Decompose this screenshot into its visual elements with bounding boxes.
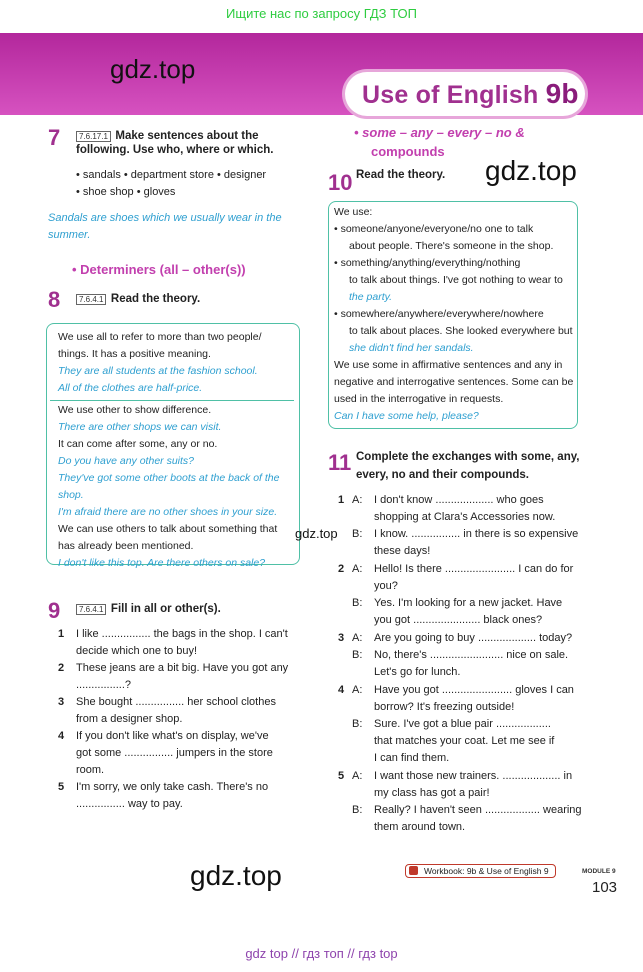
dialogue-line bbox=[352, 647, 582, 664]
speaker-label: A: bbox=[352, 684, 363, 696]
speaker-label: A: bbox=[352, 494, 363, 506]
theory-line: We can use others to talk about something that bbox=[58, 523, 278, 535]
exercise-9-instruction: Fill in all or other(s). bbox=[110, 603, 221, 615]
page-number: 103 bbox=[592, 879, 618, 896]
theory-line: negative and interrogative sentences. Some can be bbox=[334, 376, 574, 388]
item-number: 1 bbox=[338, 494, 345, 506]
workbook-reference: Workbook: 9b & Use of English 9 bbox=[405, 864, 556, 878]
theory-example: she didn't find her sandals. bbox=[349, 342, 474, 354]
curriculum-code: 7.6.4.1 bbox=[76, 604, 106, 615]
dialogue-text: you got ...................... black ones? bbox=[374, 614, 543, 626]
item-number: 2 bbox=[338, 563, 345, 575]
theory-line: We use all to refer to more than two people/ bbox=[58, 331, 262, 343]
theory-line: It can come after some, any or no. bbox=[58, 438, 218, 450]
theory-line: things. It has a positive meaning. bbox=[58, 348, 211, 360]
theory-line: We use other to show difference. bbox=[58, 404, 212, 416]
speaker-label: B: bbox=[352, 804, 363, 816]
theory-example: the party. bbox=[349, 291, 392, 303]
list-item bbox=[58, 779, 300, 813]
item-number: 5 bbox=[338, 770, 345, 782]
dialogue-line bbox=[374, 819, 582, 836]
exercise-11-number: 11 bbox=[328, 450, 352, 475]
theory-line: to talk about things. I've got nothing to wear to bbox=[349, 274, 563, 286]
dialogue-text: these days! bbox=[374, 545, 431, 557]
speaker-label: B: bbox=[352, 649, 363, 661]
watermark-right: gdz.top bbox=[485, 155, 577, 186]
section-title bbox=[362, 78, 579, 110]
theory-example: They are all students at the fashion school. bbox=[58, 365, 258, 377]
item-number: 4 bbox=[58, 730, 65, 742]
top-note: Ищите нас по запросу ГДЗ ТОП bbox=[226, 6, 417, 21]
compounds-heading-1: • some – any – every – no & bbox=[354, 125, 525, 140]
item-line: I'm sorry, we only take cash. There's no bbox=[76, 781, 269, 793]
item-line: decide which one to buy! bbox=[76, 645, 198, 657]
theory-example: There are other shops we can visit. bbox=[58, 421, 222, 433]
exchange-item bbox=[338, 682, 582, 767]
dialogue-line bbox=[374, 664, 582, 681]
exercise-10-number: 10 bbox=[328, 170, 353, 195]
theory-line: has already been mentioned. bbox=[58, 540, 194, 552]
item-line: ................ way to pay. bbox=[76, 798, 183, 810]
dialogue-text: borrow? It's freezing outside! bbox=[374, 701, 515, 713]
curriculum-code: 7.6.17.1 bbox=[76, 131, 111, 142]
exercise-7-example-2: summer. bbox=[48, 229, 91, 241]
exchange-item bbox=[338, 630, 582, 681]
theory-10-content bbox=[334, 204, 574, 425]
item-number: 5 bbox=[58, 781, 65, 793]
list-item bbox=[58, 694, 300, 728]
exercise-9-header bbox=[76, 599, 221, 617]
exercise-9-number: 9 bbox=[48, 598, 61, 623]
module-label: MODULE 9 bbox=[582, 868, 616, 875]
exercise-9-list bbox=[58, 626, 300, 813]
item-line: These jeans are a bit big. Have you got any bbox=[76, 662, 289, 674]
item-number: 2 bbox=[58, 662, 65, 674]
item-line: room. bbox=[76, 764, 105, 776]
speaker-label: A: bbox=[352, 563, 363, 575]
exercise-8-header bbox=[76, 289, 200, 307]
dialogue-text: my class has got a pair! bbox=[374, 787, 490, 799]
dialogue-text: I know. ................ in there is so expensive bbox=[374, 528, 579, 540]
theory-example: They've got some other boots at the back of the shop. bbox=[58, 472, 280, 501]
compounds-heading-2: compounds bbox=[371, 144, 445, 159]
dialogue-text: them around town. bbox=[374, 821, 466, 833]
dialogue-text: Have you got ....................... gloves I can bbox=[374, 684, 574, 696]
item-line: ................? bbox=[76, 679, 132, 691]
theory-example: Can I have some help, please? bbox=[334, 410, 479, 422]
dialogue-line bbox=[374, 699, 582, 716]
speaker-label: A: bbox=[352, 770, 363, 782]
exercise-7-instruction-2: following. Use who, where or which. bbox=[76, 144, 274, 156]
dialogue-text: that matches your coat. Let me see if bbox=[374, 735, 555, 747]
speaker-label: B: bbox=[352, 528, 363, 540]
exercise-11-list bbox=[338, 492, 582, 837]
theory-line: to talk about places. She looked everywhere but bbox=[349, 325, 573, 337]
dialogue-text: No, there's ........................ nice on sale. bbox=[374, 649, 569, 661]
exercise-7-header bbox=[76, 126, 259, 144]
theory-line: • someone/anyone/everyone/no one to talk bbox=[334, 223, 534, 235]
exercise-7-number: 7 bbox=[48, 125, 61, 150]
dialogue-text: Are you going to buy ................... today? bbox=[374, 632, 573, 644]
bottom-note: gdz top // гдз топ // гдз top bbox=[245, 946, 398, 961]
theory-example: I'm afraid there are no other shoes in your size. bbox=[58, 506, 278, 518]
section-title-text: Use of English bbox=[362, 81, 539, 109]
dialogue-text: I can find them. bbox=[374, 752, 450, 764]
dialogue-line bbox=[374, 543, 582, 560]
item-number: 1 bbox=[58, 628, 65, 640]
speaker-label: A: bbox=[352, 632, 363, 644]
dialogue-text: I want those new trainers. ................... in bbox=[374, 770, 573, 782]
watermark-small: gdz.top bbox=[295, 526, 338, 541]
speaker-label: B: bbox=[352, 597, 363, 609]
exercise-8-number: 8 bbox=[48, 287, 61, 312]
exercise-10-instruction: Read the theory. bbox=[356, 169, 446, 181]
speaker-label: B: bbox=[352, 718, 363, 730]
theory-example: Do you have any other suits? bbox=[58, 455, 194, 467]
theory-line: used in the interrogative in requests. bbox=[334, 393, 504, 405]
exchange-item bbox=[338, 561, 582, 629]
dialogue-line bbox=[352, 716, 582, 733]
watermark: gdz.top bbox=[110, 54, 196, 84]
item-line: from a designer shop. bbox=[76, 713, 183, 725]
dialogue-line bbox=[374, 509, 582, 526]
dialogue-text: Hello! Is there ....................... I can do for bbox=[374, 563, 574, 575]
item-line: If you don't like what's on display, we've bbox=[76, 730, 269, 742]
exchange-item bbox=[338, 492, 582, 560]
exercise-11-instruction-1: Complete the exchanges with some, any, bbox=[356, 451, 580, 463]
theory-line: • something/anything/everything/nothing bbox=[334, 257, 521, 269]
dialogue-line bbox=[352, 561, 582, 578]
dialogue-line bbox=[352, 768, 582, 785]
dialogue-text: you? bbox=[374, 580, 398, 592]
dialogue-text: I don't know ................... who goes bbox=[374, 494, 544, 506]
list-item bbox=[58, 728, 300, 779]
dialogue-line bbox=[352, 630, 582, 647]
dialogue-line bbox=[352, 492, 582, 509]
dialogue-line bbox=[374, 733, 582, 750]
dialogue-text: Really? I haven't seen .................. wearing bbox=[374, 804, 582, 816]
dialogue-line bbox=[352, 595, 582, 612]
theory-8-content bbox=[58, 329, 296, 572]
item-number: 3 bbox=[58, 696, 65, 708]
dialogue-line bbox=[352, 526, 582, 543]
dialogue-line bbox=[374, 750, 582, 767]
theory-example: All of the clothes are half-price. bbox=[58, 382, 203, 394]
curriculum-code: 7.6.4.1 bbox=[76, 294, 106, 305]
exercise-11-instruction-2: every, no and their compounds. bbox=[356, 469, 529, 481]
section-code: 9b bbox=[545, 78, 579, 109]
list-item bbox=[58, 626, 300, 660]
theory-line: We use: bbox=[334, 206, 373, 218]
dialogue-line bbox=[374, 612, 582, 629]
exercise-7-instruction-1: Make sentences about the bbox=[115, 130, 259, 142]
dialogue-text: shopping at Clara's Accessories now. bbox=[374, 511, 556, 523]
list-item bbox=[58, 660, 300, 694]
item-number: 4 bbox=[338, 684, 345, 696]
watermark-bottom: gdz.top bbox=[190, 860, 282, 891]
theory-line: about people. There's someone in the shop. bbox=[349, 240, 554, 252]
dialogue-text: Sure. I've got a blue pair .................. bbox=[374, 718, 551, 730]
determiners-heading: • Determiners (all – other(s)) bbox=[72, 262, 246, 277]
dialogue-line bbox=[352, 802, 582, 819]
dialogue-line bbox=[352, 682, 582, 699]
theory-line: • somewhere/anywhere/everywhere/nowhere bbox=[334, 308, 544, 320]
item-number: 3 bbox=[338, 632, 345, 644]
dialogue-line bbox=[374, 785, 582, 802]
theory-line: We use some in affirmative sentences and any in bbox=[334, 359, 563, 371]
theory-example: I don't like this top. Are there others on sale? bbox=[58, 557, 266, 569]
dialogue-line bbox=[374, 578, 582, 595]
item-line: I like ................ the bags in the shop. I can't bbox=[76, 628, 288, 640]
exercise-8-instruction: Read the theory. bbox=[110, 293, 201, 305]
exercise-7-items-2: • shoe shop • gloves bbox=[76, 186, 176, 198]
item-line: She bought ................ her school clothes bbox=[76, 696, 276, 708]
item-line: got some ................ jumpers in the store bbox=[76, 747, 273, 759]
exercise-7-example-1: Sandals are shoes which we usually wear in the bbox=[48, 212, 282, 224]
exercise-7-items-1: • sandals • department store • designer bbox=[76, 169, 267, 181]
exchange-item bbox=[338, 768, 582, 836]
dialogue-text: Let's go for lunch. bbox=[374, 666, 461, 678]
dialogue-text: Yes. I'm looking for a new jacket. Have bbox=[374, 597, 563, 609]
